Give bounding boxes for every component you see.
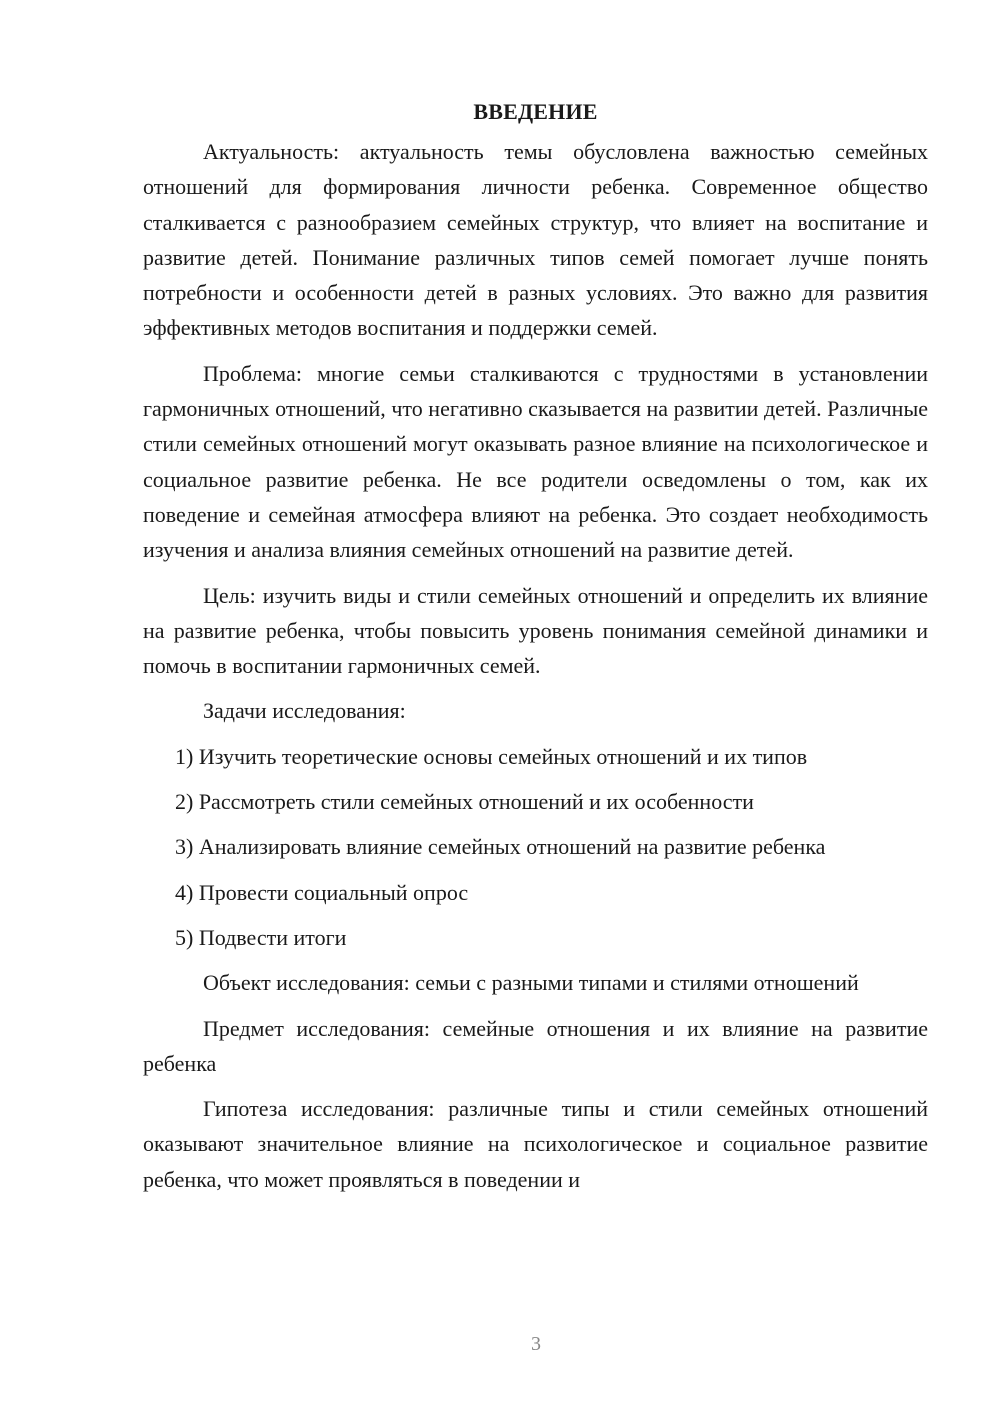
subject-paragraph: Предмет исследования: семейные отношения и их влияние на развитие ребенка: [143, 1015, 928, 1076]
task-item: 1) Изучить теоретические основы семейных отношений и их типов: [175, 743, 808, 769]
task-item: 4) Провести социальный опрос: [175, 879, 469, 905]
task-item: 5) Подвести итоги: [175, 924, 347, 950]
section-heading: ВВЕДЕНИЕ: [473, 99, 598, 124]
page-number: 3: [531, 1333, 541, 1355]
task-item: 3) Анализировать влияние семейных отношений на развитие ребенка: [175, 834, 826, 860]
tasks-intro: Задачи исследования:: [203, 698, 406, 724]
page-content: [143, 94, 928, 1207]
tasks-list: [143, 739, 928, 955]
goal-paragraph: Цель: изучить виды и стили семейных отношений и определить их влияние на развитие ребенка, чтобы повысить уровень понимания семейной динамики и помочь в воспитании гармоничных семей.: [143, 582, 928, 679]
object-paragraph: Объект исследования: семьи с разными типами и стилями отношений: [203, 970, 859, 996]
relevance-paragraph: Актуальность: актуальность темы обусловлена важностью семейных отношений для формирования личности ребенка. Современное общество сталкивается с разнообразием семейных структур, что влияет на воспитание и развитие детей. Понимание различных типов семей помогает лучше понять потребности и особенности детей в разных условиях. Это важно для развития эффективных методов воспитания и поддержки семей.: [143, 139, 928, 341]
problem-paragraph: Проблема: многие семьи сталкиваются с трудностями в установлении гармоничных отношений, что негативно сказывается на развитии детей. Различные стили семейных отношений могут оказывать разное влияние на психологическое и социальное развитие ребенка. Не все родители осведомлены о том, как их поведение и семейная атмосфера влияют на ребенка. Это создает необходимость изучения и анализа влияния семейных отношений на развитие детей.: [143, 360, 928, 563]
hypothesis-paragraph: Гипотеза исследования: различные типы и стили семейных отношений оказывают значительное влияние на психологическое и социальное развитие ребенка, что может проявляться в поведении и: [143, 1096, 928, 1192]
task-item: 2) Рассмотреть стили семейных отношений и их особенности: [175, 789, 754, 815]
